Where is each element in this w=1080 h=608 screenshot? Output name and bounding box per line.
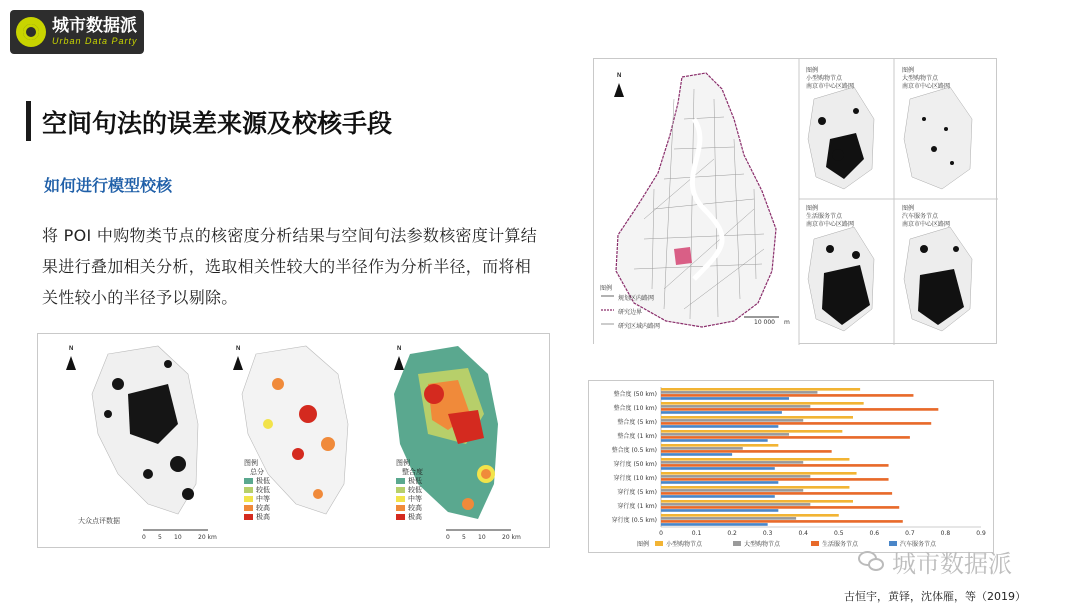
x-tick-label: 0.3 <box>762 530 773 537</box>
map-scale-label: 10 000 <box>754 319 775 326</box>
submap-legend-item: 南京市中心区路网 <box>902 221 951 228</box>
bar <box>661 388 860 391</box>
bar <box>661 478 889 481</box>
north-label: N <box>69 346 74 352</box>
bar <box>661 489 803 492</box>
x-tick-label: 0.2 <box>727 530 737 537</box>
scale-label: 20 km <box>502 534 521 541</box>
citation: 古恒宇，黄铎，沈体雁，等（2019） <box>844 590 1026 603</box>
legend-subtitle: 总分 <box>250 467 264 476</box>
legend-title: 图例 <box>637 541 650 548</box>
logo-name-en: Urban Data Party <box>52 36 138 46</box>
category-label: 穿行度 (1 km) <box>617 503 657 510</box>
density-comparison-map-panel <box>37 333 550 548</box>
bar <box>661 509 778 512</box>
bar <box>661 408 938 411</box>
bar <box>661 475 810 478</box>
scale-label: 0 <box>446 534 450 541</box>
correlation-bar-chart <box>589 381 995 554</box>
bar <box>661 425 778 428</box>
submap-legend-title: 图例 <box>902 67 915 74</box>
scale-label: 10 <box>478 534 486 541</box>
submap-legend-item: 汽车服务节点 <box>902 213 939 220</box>
north-label: N <box>617 73 622 79</box>
category-label: 整合度 (1 km) <box>617 433 657 440</box>
logo-text <box>52 17 138 47</box>
legend-item: 极低 <box>244 476 270 485</box>
watermark <box>858 544 1012 579</box>
legend-title: 图例 <box>244 458 258 467</box>
legend-label: 大型购物节点 <box>744 541 781 548</box>
x-tick-label: 0.8 <box>940 530 951 537</box>
submap-legend-item: 南京市中心区路网 <box>806 83 855 90</box>
bar <box>661 402 864 405</box>
correlation-bar-chart-panel <box>588 380 994 553</box>
bar <box>661 486 849 489</box>
submap-legend-title: 图例 <box>902 205 915 212</box>
bar <box>661 422 931 425</box>
map-legend-item: 研究区域内路网 <box>618 323 661 330</box>
category-label: 整合度 (10 km) <box>613 405 657 412</box>
submap-legend-item: 生活服务节点 <box>806 213 843 220</box>
legend-label: 汽车服务节点 <box>900 541 937 548</box>
scale-label: 10 <box>174 534 182 541</box>
bar <box>661 419 803 422</box>
submap-legend-item: 南京市中心区路网 <box>806 221 855 228</box>
x-tick-label: 0.1 <box>691 530 702 537</box>
submap-legend-item: 小型购物节点 <box>806 75 843 82</box>
legend-item: 极低 <box>396 476 423 485</box>
logo-name-cn: 城市数据派 <box>52 16 137 36</box>
submap-legend-item: 大型购物节点 <box>902 75 939 82</box>
bar <box>661 411 782 414</box>
map-legend-title: 图例 <box>600 285 613 292</box>
scale-label: 5 <box>462 534 466 541</box>
north-label: N <box>397 346 402 352</box>
bar <box>661 500 853 503</box>
x-tick-label: 0.7 <box>905 530 915 537</box>
bar <box>661 492 892 495</box>
total-score-legend <box>244 458 270 521</box>
scale-label: 20 km <box>198 534 217 541</box>
bar <box>661 391 817 394</box>
bar <box>661 394 913 397</box>
legend-title: 图例 <box>396 458 410 467</box>
title-accent-bar <box>26 101 31 141</box>
wechat-icon <box>858 551 886 573</box>
category-label: 穿行度 (10 km) <box>613 475 657 482</box>
legend-label: 生活服务节点 <box>822 541 859 548</box>
nanjing-poi-map-panel <box>593 58 997 344</box>
category-label: 整合度 (5 km) <box>617 419 657 426</box>
category-label: 穿行度 (5 km) <box>617 489 657 496</box>
x-tick-label: 0.9 <box>976 530 986 537</box>
logo-icon <box>16 17 46 47</box>
legend-item: 较高 <box>244 503 270 512</box>
category-label: 穿行度 (0.5 km) <box>611 517 657 524</box>
north-arrow-icon <box>394 356 404 370</box>
bar <box>661 433 789 436</box>
bar <box>661 506 899 509</box>
bar <box>661 461 803 464</box>
submap-legend-title: 图例 <box>806 205 819 212</box>
legend-item: 中等 <box>396 494 423 503</box>
bar <box>661 481 778 484</box>
integration-legend <box>396 458 423 521</box>
legend-item: 较低 <box>396 485 423 494</box>
legend-swatch <box>733 541 741 546</box>
x-tick-label: 0.4 <box>798 530 808 537</box>
bar <box>661 416 853 419</box>
legend-item: 较高 <box>396 503 423 512</box>
bar <box>661 495 775 498</box>
north-arrow-icon <box>233 356 243 370</box>
legend-item: 极高 <box>396 512 423 521</box>
bar <box>661 464 889 467</box>
bar <box>661 517 796 520</box>
bar <box>661 523 768 526</box>
category-label: 穿行度 (50 km) <box>613 461 657 468</box>
bar <box>661 503 810 506</box>
category-label: 整合度 (50 km) <box>613 391 657 398</box>
bar <box>661 458 849 461</box>
bar <box>661 520 903 523</box>
brand-logo <box>10 10 144 54</box>
map-scale-unit: m <box>784 319 790 326</box>
slide-subtitle: 如何进行模型校核 <box>44 176 173 195</box>
submap-legend-title: 图例 <box>806 67 819 74</box>
x-tick-label: 0.6 <box>869 530 880 537</box>
slide-body-text: 将 POI 中购物类节点的核密度分析结果与空间句法参数核密度计算结果进行叠加相关分析，选取相关性较大的半径作为分析半径，而将相关性较小的半径予以剔除。 <box>42 226 538 307</box>
north-label: N <box>236 346 241 352</box>
bar <box>661 467 775 470</box>
submap-legend-item: 南京市中心区路网 <box>902 83 951 90</box>
map-legend-item: 规划区内路网 <box>618 295 655 302</box>
bar <box>661 439 768 442</box>
bar <box>661 405 810 408</box>
x-tick-label: 0.5 <box>834 530 844 537</box>
bar <box>661 472 857 475</box>
legend-label: 小型购物节点 <box>666 541 703 548</box>
map-legend-item: 研究边界 <box>618 309 643 316</box>
scale-label: 0 <box>142 534 146 541</box>
legend-item: 较低 <box>244 485 270 494</box>
bar <box>661 430 842 433</box>
north-arrow-icon <box>614 83 624 97</box>
main-map-svg <box>594 59 998 345</box>
bar <box>661 450 832 453</box>
bar <box>661 436 910 439</box>
slide-title: 空间句法的误差来源及校核手段 <box>42 109 393 138</box>
scale-label: 5 <box>158 534 162 541</box>
bar <box>661 453 732 456</box>
legend-item: 极高 <box>244 512 270 521</box>
watermark-text: 城市数据派 <box>892 550 1012 578</box>
x-tick-label: 0 <box>659 530 663 537</box>
bar <box>661 447 743 450</box>
bar <box>661 397 789 400</box>
category-label: 整合度 (0.5 km) <box>611 447 657 454</box>
legend-swatch <box>811 541 819 546</box>
north-arrow-icon <box>66 356 76 370</box>
bar <box>661 444 778 447</box>
bar <box>661 514 839 517</box>
legend-swatch <box>655 541 663 546</box>
legend-subtitle: 整合度 <box>402 467 423 476</box>
map-caption: 大众点评数据 <box>78 517 120 525</box>
legend-item: 中等 <box>244 494 270 503</box>
